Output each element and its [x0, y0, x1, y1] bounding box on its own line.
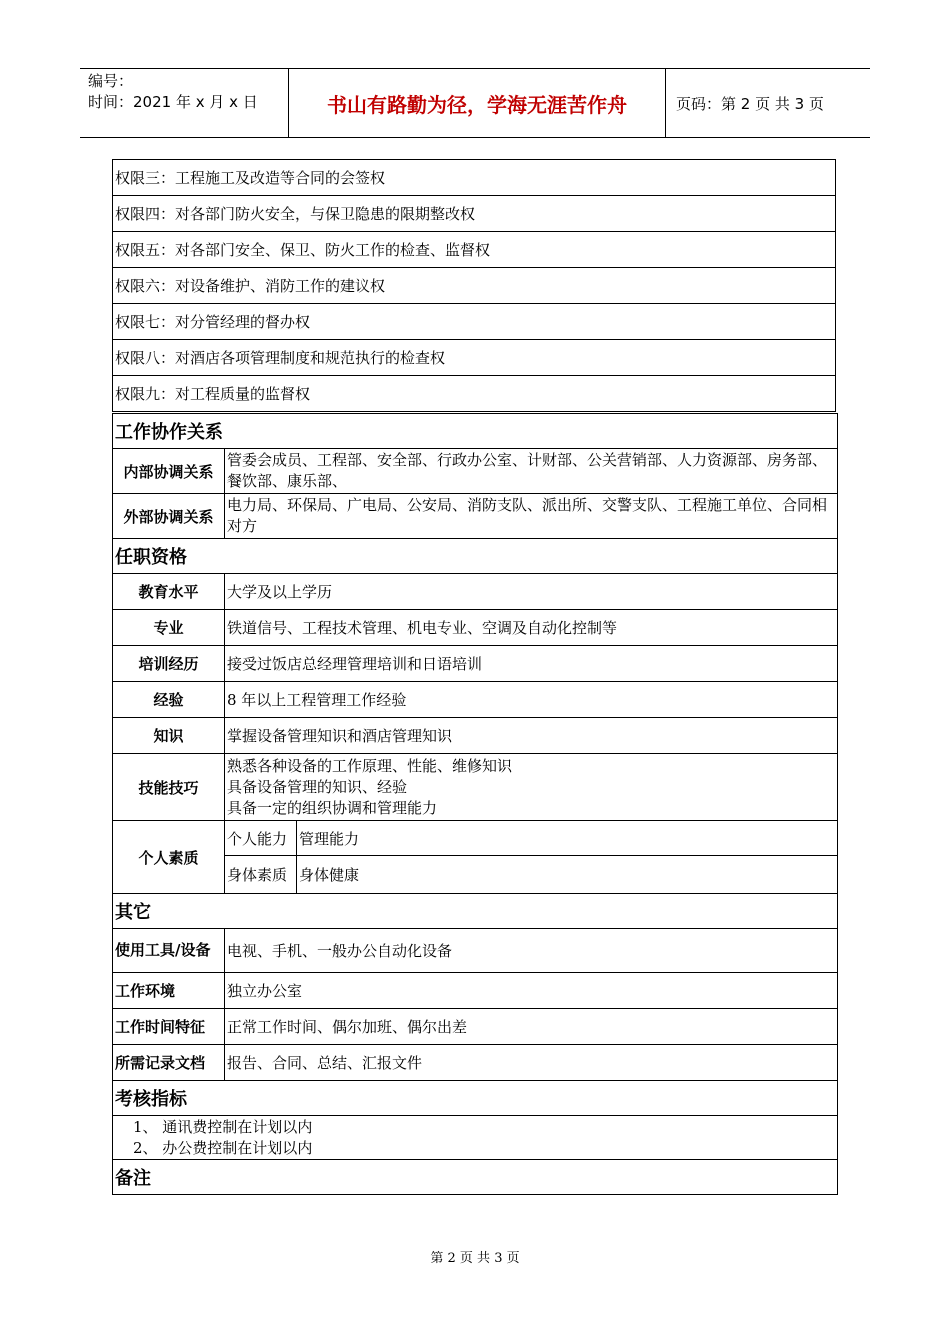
- job-spec-table: [112, 413, 838, 1195]
- work-env-label: 工作环境: [113, 973, 225, 1009]
- ability-value: 管理能力: [297, 821, 838, 856]
- section-cooperation: 工作协作关系: [113, 414, 838, 449]
- assessment-item: 2、 办公费控制在计划以内: [133, 1138, 313, 1157]
- knowledge-label: 知识: [113, 718, 225, 754]
- header-motto: 书山有路勤为径，学海无涯苦作舟: [288, 69, 666, 137]
- work-time-label: 工作时间特征: [113, 1009, 225, 1045]
- education-label: 教育水平: [113, 574, 225, 610]
- major-value: 铁道信号、工程技术管理、机电专业、空调及自动化控制等: [225, 610, 838, 646]
- permission-item: 权限三：工程施工及改造等合同的会签权: [113, 160, 836, 196]
- internal-coord-label: 内部协调关系: [113, 449, 225, 494]
- skill-line: 具备一定的组织协调和管理能力: [227, 798, 438, 817]
- ability-label: 个人能力: [225, 821, 297, 856]
- personal-quality-label: 个人素质: [113, 821, 225, 894]
- major-label: 专业: [113, 610, 225, 646]
- skills-label: 技能技巧: [113, 754, 225, 821]
- permission-item: 权限八：对酒店各项管理制度和规范执行的检查权: [113, 340, 836, 376]
- page-header: [80, 68, 870, 138]
- section-qualification: 任职资格: [113, 539, 838, 574]
- physical-label: 身体素质: [225, 856, 297, 894]
- permission-item: 权限五：对各部门安全、保卫、防火工作的检查、监督权: [113, 232, 836, 268]
- knowledge-value: 掌握设备管理知识和酒店管理知识: [225, 718, 838, 754]
- records-label: 所需记录文档: [113, 1045, 225, 1081]
- tools-label: 使用工具/设备: [113, 929, 225, 973]
- skills-value: [225, 754, 838, 821]
- work-time-value: 正常工作时间、偶尔加班、偶尔出差: [225, 1009, 838, 1045]
- permission-item: 权限九：对工程质量的监督权: [113, 376, 836, 412]
- doc-number: 编号：: [88, 72, 134, 90]
- skill-line: 熟悉各种设备的工作原理、性能、维修知识: [227, 756, 513, 775]
- training-label: 培训经历: [113, 646, 225, 682]
- external-coord-value: 电力局、环保局、广电局、公安局、消防支队、派出所、交警支队、工程施工单位、合同相对方: [225, 494, 838, 539]
- physical-value: 身体健康: [297, 856, 838, 894]
- doc-time: 时间：2021 年 x 月 x 日: [88, 93, 258, 111]
- permission-item: 权限七：对分管经理的督办权: [113, 304, 836, 340]
- page-footer: 第 2 页 共 3 页: [430, 1251, 520, 1266]
- training-value: 接受过饭店总经理管理培训和日语培训: [225, 646, 838, 682]
- header-meta: [80, 69, 288, 137]
- records-value: 报告、合同、总结、汇报文件: [225, 1045, 838, 1081]
- assessment-item: 1、 通讯费控制在计划以内: [133, 1117, 313, 1136]
- header-page-number: 页码：第 2 页 共 3 页: [676, 94, 824, 113]
- section-assessment: 考核指标: [113, 1081, 838, 1116]
- section-other: 其它: [113, 894, 838, 929]
- assessment-list: [113, 1116, 838, 1160]
- education-value: 大学及以上学历: [225, 574, 838, 610]
- permissions-table: [112, 159, 836, 412]
- tools-value: 电视、手机、一般办公自动化设备: [225, 929, 838, 973]
- section-remarks: 备注: [113, 1160, 838, 1195]
- permission-item: 权限四：对各部门防火安全，与保卫隐患的限期整改权: [113, 196, 836, 232]
- experience-value: 8 年以上工程管理工作经验: [225, 682, 838, 718]
- skill-line: 具备设备管理的知识、经验: [227, 777, 408, 796]
- permission-item: 权限六：对设备维护、消防工作的建议权: [113, 268, 836, 304]
- internal-coord-value: 管委会成员、工程部、安全部、行政办公室、计财部、公关营销部、人力资源部、房务部、餐饮部、康乐部、: [225, 449, 838, 494]
- work-env-value: 独立办公室: [225, 973, 838, 1009]
- external-coord-label: 外部协调关系: [113, 494, 225, 539]
- experience-label: 经验: [113, 682, 225, 718]
